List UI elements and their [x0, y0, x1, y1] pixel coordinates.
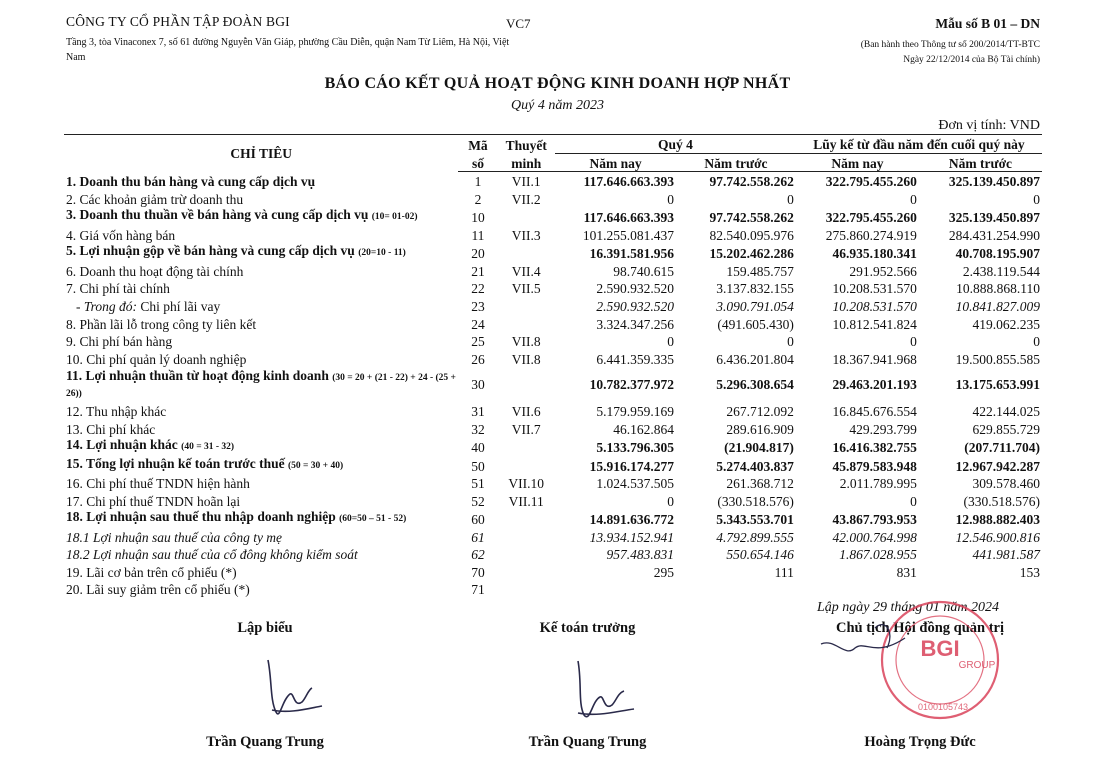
svg-text:0100105743: 0100105743 — [917, 702, 969, 712]
row-name: 14. Lợi nhuận khác — [66, 437, 178, 453]
col-note-header-1: Thuyết — [497, 135, 555, 154]
row-name: 11. Lợi nhuận thuần từ hoạt động kinh doanh — [66, 368, 329, 384]
accountant-name: Trần Quang Trung — [528, 734, 647, 750]
row-code: 50 — [471, 458, 485, 474]
row-name: 9. Chi phí bán hàng — [66, 334, 173, 350]
q4-this-year: 117.646.663.393 — [583, 174, 675, 190]
form-header — [861, 16, 1040, 68]
q4-last-year: 3.137.832.155 — [716, 281, 794, 297]
row-code: 32 — [471, 422, 485, 438]
ytd-last-year: 10.841.827.009 — [955, 299, 1040, 315]
row-note — [497, 207, 555, 225]
table-row — [64, 262, 1042, 280]
ytd-last-year: 12.546.900.816 — [955, 529, 1040, 545]
ytd-this-year: 429.293.799 — [849, 422, 917, 438]
row-formula: (10= 01-02) — [371, 212, 418, 223]
row-note: VII.4 — [511, 263, 541, 279]
row-note — [497, 563, 555, 581]
ytd-this-year: 18.367.941.968 — [832, 351, 917, 367]
row-note: VII.6 — [511, 404, 541, 420]
row-note: VII.11 — [508, 493, 544, 509]
q4-last-year: 5.274.403.837 — [716, 458, 794, 474]
row-subname: Chi phí lãi vay — [140, 299, 221, 315]
row-formula: (20=10 - 11) — [358, 248, 406, 259]
row-label — [64, 492, 458, 510]
table-row — [64, 437, 1042, 455]
q4-this-year: 295 — [653, 564, 675, 580]
preparer-name: Trần Quang Trung — [206, 734, 324, 750]
q4-this-year: 3.324.347.256 — [596, 316, 675, 332]
ytd-last-year: 0 — [1033, 192, 1040, 208]
ytd-this-year: 46.935.180.341 — [832, 246, 917, 262]
row-code: 21 — [471, 263, 485, 279]
row-label — [64, 297, 458, 315]
row-label — [64, 190, 458, 208]
table-body — [64, 172, 1042, 598]
ytd-this-year: 1.867.028.955 — [839, 547, 917, 563]
ytd-this-year: 10.812.541.824 — [832, 316, 917, 332]
ytd-last-year: 10.888.868.110 — [956, 281, 1040, 297]
row-note — [497, 509, 555, 527]
row-label — [64, 226, 458, 244]
q4-this-year: 101.255.081.437 — [582, 227, 675, 243]
accountant-title: Kế toán trưởng — [539, 620, 636, 636]
row-name: 13. Chi phí khác — [66, 422, 156, 438]
row-label — [64, 243, 458, 261]
table-row — [64, 474, 1042, 492]
row-name: 3. Doanh thu thuần về bán hàng và cung cấp dịch vụ — [66, 207, 369, 223]
row-label — [64, 367, 458, 402]
ytd-last-year: 309.578.460 — [972, 476, 1040, 492]
row-name: 16. Chi phí thuế TNDN hiện hành — [66, 476, 250, 492]
table-row — [64, 420, 1042, 438]
row-label — [64, 545, 458, 563]
q4-this-year: 13.934.152.941 — [589, 529, 675, 545]
chairman-title: Chủ tịch Hội đồng quản trị — [835, 620, 1004, 636]
ytd-this-year: 0 — [910, 334, 917, 350]
q4-last-year: 0 — [787, 192, 794, 208]
q4-this-year: 117.646.663.393 — [583, 210, 675, 226]
ytd-this-year: 0 — [910, 493, 917, 509]
q4-last-year: 3.090.791.054 — [716, 299, 794, 315]
row-code: 52 — [471, 493, 485, 509]
ytd-last-year: 2.438.119.544 — [962, 263, 1040, 279]
q4-this-year: 46.162.864 — [613, 422, 675, 438]
row-note — [497, 437, 555, 455]
q4-last-year: 0 — [787, 334, 794, 350]
row-label — [64, 279, 458, 297]
row-name: 5. Lợi nhuận gộp về bán hàng và cung cấp dịch vụ — [66, 243, 355, 259]
row-note: VII.8 — [511, 334, 541, 350]
stock-code: VC7 — [506, 16, 531, 31]
table-row — [64, 350, 1042, 368]
ytd-last-year: 325.139.450.897 — [948, 174, 1040, 190]
report-title: BÁO CÁO KẾT QUẢ HOẠT ĐỘNG KINH DOANH HỢP NHẤT — [324, 75, 791, 92]
row-note: VII.5 — [511, 281, 541, 297]
row-label — [64, 172, 458, 190]
table-row — [64, 207, 1042, 225]
ytd-this-year: 275.860.274.919 — [825, 227, 917, 243]
ytd-this-year: 16.845.676.554 — [832, 404, 917, 420]
ytd-this-year: 10.208.531.570 — [832, 281, 917, 297]
svg-text:GROUP: GROUP — [958, 660, 996, 671]
report-period: Quý 4 năm 2023 — [511, 98, 604, 113]
q4-this-year: 5.179.959.169 — [596, 404, 675, 420]
address-line-1: Tầng 3, tòa Vinaconex 7, số 61 đường Nguyễn Văn Giáp, phường Cầu Diễn, quận Nam Từ Liêm, Hà Nội, Việt — [66, 37, 510, 48]
q4-last-year: 97.742.558.262 — [709, 174, 794, 190]
row-code: 61 — [471, 529, 485, 545]
row-code: 70 — [471, 564, 485, 580]
ytd-this-year: 16.416.382.755 — [832, 440, 917, 456]
ytd-last-year: (207.711.704) — [964, 440, 1040, 456]
row-note — [497, 580, 555, 598]
row-code: 11 — [471, 227, 485, 243]
company-address — [66, 35, 566, 65]
ytd-this-year: 0 — [910, 192, 917, 208]
row-note — [497, 456, 555, 474]
row-note: VII.8 — [511, 351, 541, 367]
ytd-last-year: 422.144.025 — [972, 404, 1040, 420]
row-code: 60 — [471, 512, 485, 528]
row-name: 4. Giá vốn hàng bán — [66, 227, 176, 243]
group-q4-header: Quý 4 — [555, 135, 796, 154]
table-row — [64, 492, 1042, 510]
row-code: 62 — [471, 547, 485, 563]
row-label — [64, 262, 458, 280]
row-label — [64, 527, 458, 545]
ytd-last-year: 325.139.450.897 — [948, 210, 1040, 226]
ytd-this-year: 831 — [896, 564, 917, 580]
row-code: 40 — [471, 440, 485, 456]
row-formula: (40 = 31 - 32) — [181, 442, 235, 453]
accountant-signature — [560, 655, 640, 735]
signing-date: Lập ngày 29 tháng 01 năm 2024 — [817, 600, 999, 615]
q4-last-year: 159.485.757 — [726, 263, 794, 279]
col-note-header-2: minh — [497, 153, 555, 172]
q4-last-year: 4.792.899.555 — [716, 529, 794, 545]
q4-last-year — [676, 580, 796, 598]
row-note — [497, 367, 555, 402]
table-row — [64, 527, 1042, 545]
row-label — [64, 314, 458, 332]
ytd-last-year: 419.062.235 — [972, 316, 1040, 332]
ytd-last-year: 284.431.254.990 — [948, 227, 1040, 243]
row-note: VII.3 — [511, 227, 541, 243]
row-label — [64, 420, 458, 438]
row-name: 19. Lãi cơ bản trên cổ phiếu (*) — [66, 564, 237, 580]
issued-line-1: (Ban hành theo Thông tư số 200/2014/TT-BTC — [860, 40, 1040, 50]
row-code: 26 — [471, 351, 485, 367]
table-row — [64, 509, 1042, 527]
row-code: 1 — [474, 174, 482, 190]
row-code: 31 — [471, 404, 485, 420]
table-header-row-1 — [64, 135, 1042, 154]
company-header — [66, 14, 566, 65]
q4-this-year: 6.441.359.335 — [596, 351, 675, 367]
q4-this-year: 5.133.796.305 — [596, 440, 675, 456]
row-code: 2 — [474, 192, 482, 208]
q4-this-year: 1.024.537.505 — [596, 476, 675, 492]
row-label — [64, 350, 458, 368]
table-row — [64, 279, 1042, 297]
q4-last-year: 550.654.146 — [726, 547, 794, 563]
row-name: 1. Doanh thu bán hàng và cung cấp dịch vụ — [66, 174, 316, 190]
table-row — [64, 243, 1042, 261]
col-ytd-this-year: Năm nay — [796, 153, 919, 172]
q4-last-year: 111 — [774, 564, 794, 580]
issued-line-2: Ngày 22/12/2014 của Bộ Tài chính) — [903, 55, 1040, 65]
row-label — [64, 437, 458, 455]
ytd-this-year: 42.000.764.998 — [832, 529, 917, 545]
ytd-this-year — [796, 580, 919, 598]
row-name: 18.2 Lợi nhuận sau thuế của cổ đông không kiểm soát — [66, 547, 358, 563]
ytd-last-year: 12.967.942.287 — [955, 458, 1040, 474]
company-name: CÔNG TY CỔ PHẦN TẬP ĐOÀN BGI — [66, 14, 290, 29]
q4-this-year: 957.483.831 — [606, 547, 675, 563]
table-row — [64, 580, 1042, 598]
q4-this-year: 0 — [667, 192, 675, 208]
table-row — [64, 314, 1042, 332]
row-label — [64, 332, 458, 350]
row-name: 2. Các khoản giảm trừ doanh thu — [66, 192, 244, 208]
row-name: 18.1 Lợi nhuận sau thuế của công ty mẹ — [66, 529, 283, 545]
q4-last-year: 261.368.712 — [726, 476, 794, 492]
row-label — [64, 456, 458, 474]
row-code: 25 — [471, 334, 485, 350]
row-code: 24 — [471, 316, 485, 332]
table-row — [64, 402, 1042, 420]
ytd-last-year: 153 — [1019, 564, 1040, 580]
row-formula: (60=50 – 51 - 52) — [339, 514, 407, 525]
q4-this-year: 10.782.377.972 — [589, 376, 675, 392]
row-note — [497, 527, 555, 545]
row-code: 20 — [471, 246, 485, 262]
income-statement-table — [64, 134, 1042, 598]
q4-last-year: 5.343.553.701 — [716, 512, 794, 528]
q4-this-year: 2.590.932.520 — [596, 281, 675, 297]
table-row — [64, 172, 1042, 190]
form-number: Mẫu số B 01 – DN — [935, 16, 1040, 31]
q4-this-year: 15.916.174.277 — [589, 458, 675, 474]
row-note — [497, 297, 555, 315]
q4-last-year: (330.518.576) — [717, 493, 794, 509]
col-item-header: CHỈ TIÊU — [64, 135, 458, 172]
row-name: 8. Phần lãi lỗ trong công ty liên kết — [66, 316, 257, 332]
row-label — [64, 207, 458, 225]
row-code: 71 — [471, 582, 485, 598]
preparer-title: Lập biểu — [237, 620, 293, 636]
chairman-name: Hoàng Trọng Đức — [864, 734, 976, 750]
ytd-last-year — [919, 580, 1042, 598]
row-label — [64, 509, 458, 527]
row-name: 10. Chi phí quản lý doanh nghiệp — [66, 351, 247, 367]
ytd-last-year: 12.988.882.403 — [955, 512, 1040, 528]
row-label — [64, 402, 458, 420]
table-row — [64, 226, 1042, 244]
table-row — [64, 545, 1042, 563]
row-note: VII.1 — [511, 174, 541, 190]
ytd-last-year: 0 — [1033, 334, 1040, 350]
q4-this-year: 16.391.581.956 — [589, 246, 675, 262]
row-code: 51 — [471, 476, 485, 492]
ytd-last-year: (330.518.576) — [963, 493, 1040, 509]
table-row — [64, 297, 1042, 315]
row-name: - Trong đó: — [76, 299, 138, 315]
ytd-last-year: 441.981.587 — [972, 547, 1040, 563]
table-row — [64, 456, 1042, 474]
ytd-this-year: 2.011.789.995 — [839, 476, 917, 492]
q4-last-year: 6.436.201.804 — [716, 351, 794, 367]
row-code: 30 — [471, 376, 485, 392]
row-code: 23 — [471, 299, 485, 315]
q4-last-year: (491.605.430) — [717, 316, 794, 332]
ytd-this-year: 10.208.531.570 — [832, 299, 917, 315]
row-name: 20. Lãi suy giảm trên cổ phiếu (*) — [66, 582, 250, 598]
row-note — [497, 314, 555, 332]
row-name: 18. Lợi nhuận sau thuế thu nhập doanh nghiệp — [66, 509, 336, 525]
q4-last-year: 289.616.909 — [726, 422, 794, 438]
ytd-last-year: 13.175.653.991 — [955, 376, 1040, 392]
row-label — [64, 580, 458, 598]
table-row — [64, 563, 1042, 581]
ytd-this-year: 29.463.201.193 — [832, 376, 917, 392]
row-name: 12. Thu nhập khác — [66, 404, 167, 420]
ytd-this-year: 45.879.583.948 — [832, 458, 917, 474]
row-code: 22 — [471, 281, 485, 297]
col-q4-this-year: Năm nay — [555, 153, 676, 172]
row-name: 17. Chi phí thuế TNDN hoãn lại — [66, 493, 241, 509]
q4-last-year: 82.540.095.976 — [709, 227, 794, 243]
row-label — [64, 474, 458, 492]
currency-unit: Đơn vị tính: VND — [938, 118, 1040, 133]
ytd-this-year: 322.795.455.260 — [825, 210, 917, 226]
q4-last-year: 5.296.308.654 — [716, 376, 794, 392]
row-name: 6. Doanh thu hoạt động tài chính — [66, 263, 244, 279]
row-label — [64, 563, 458, 581]
q4-this-year: 98.740.615 — [613, 263, 675, 279]
address-line-2: Nam — [66, 52, 86, 63]
row-name: 7. Chi phí tài chính — [66, 281, 170, 297]
row-note: VII.2 — [511, 192, 541, 208]
company-stamp — [815, 598, 1015, 738]
row-name: 15. Tổng lợi nhuận kế toán trước thuế — [66, 455, 285, 471]
row-code: 10 — [471, 210, 485, 226]
ytd-last-year: 629.855.729 — [972, 422, 1040, 438]
col-code-header-1: Mã — [458, 135, 497, 154]
row-formula: (50 = 30 + 40) — [287, 460, 344, 471]
q4-this-year: 14.891.636.772 — [589, 512, 675, 528]
preparer-signature — [250, 650, 330, 730]
table-row — [64, 367, 1042, 402]
row-note: VII.10 — [508, 476, 545, 492]
ytd-this-year: 43.867.793.953 — [832, 512, 917, 528]
ytd-last-year: 19.500.855.585 — [955, 351, 1040, 367]
q4-last-year: 15.202.462.286 — [709, 246, 794, 262]
col-code-header-2: số — [458, 153, 497, 172]
q4-last-year: 97.742.558.262 — [709, 210, 794, 226]
q4-this-year: 0 — [667, 334, 675, 350]
svg-text:BGI: BGI — [920, 636, 960, 661]
table-row — [64, 332, 1042, 350]
ytd-this-year: 322.795.455.260 — [825, 174, 917, 190]
row-note: VII.7 — [511, 422, 541, 438]
ytd-last-year: 40.708.195.907 — [955, 246, 1040, 262]
table-row — [64, 190, 1042, 208]
q4-last-year: (21.904.817) — [724, 440, 794, 456]
q4-this-year: 0 — [667, 493, 675, 509]
q4-this-year — [555, 580, 676, 598]
row-note — [497, 243, 555, 261]
q4-this-year: 2.590.932.520 — [596, 299, 675, 315]
ytd-this-year: 291.952.566 — [849, 263, 917, 279]
row-note — [497, 545, 555, 563]
col-ytd-last-year: Năm trước — [919, 153, 1042, 172]
form-issued-note — [861, 38, 1040, 68]
col-q4-last-year: Năm trước — [676, 153, 796, 172]
group-ytd-header: Lũy kế từ đầu năm đến cuối quý này — [796, 135, 1042, 154]
row-formula: (30 = 20 + (21 - 22) + 24 - (25 + 26)) — [66, 373, 456, 400]
q4-last-year: 267.712.092 — [726, 404, 794, 420]
